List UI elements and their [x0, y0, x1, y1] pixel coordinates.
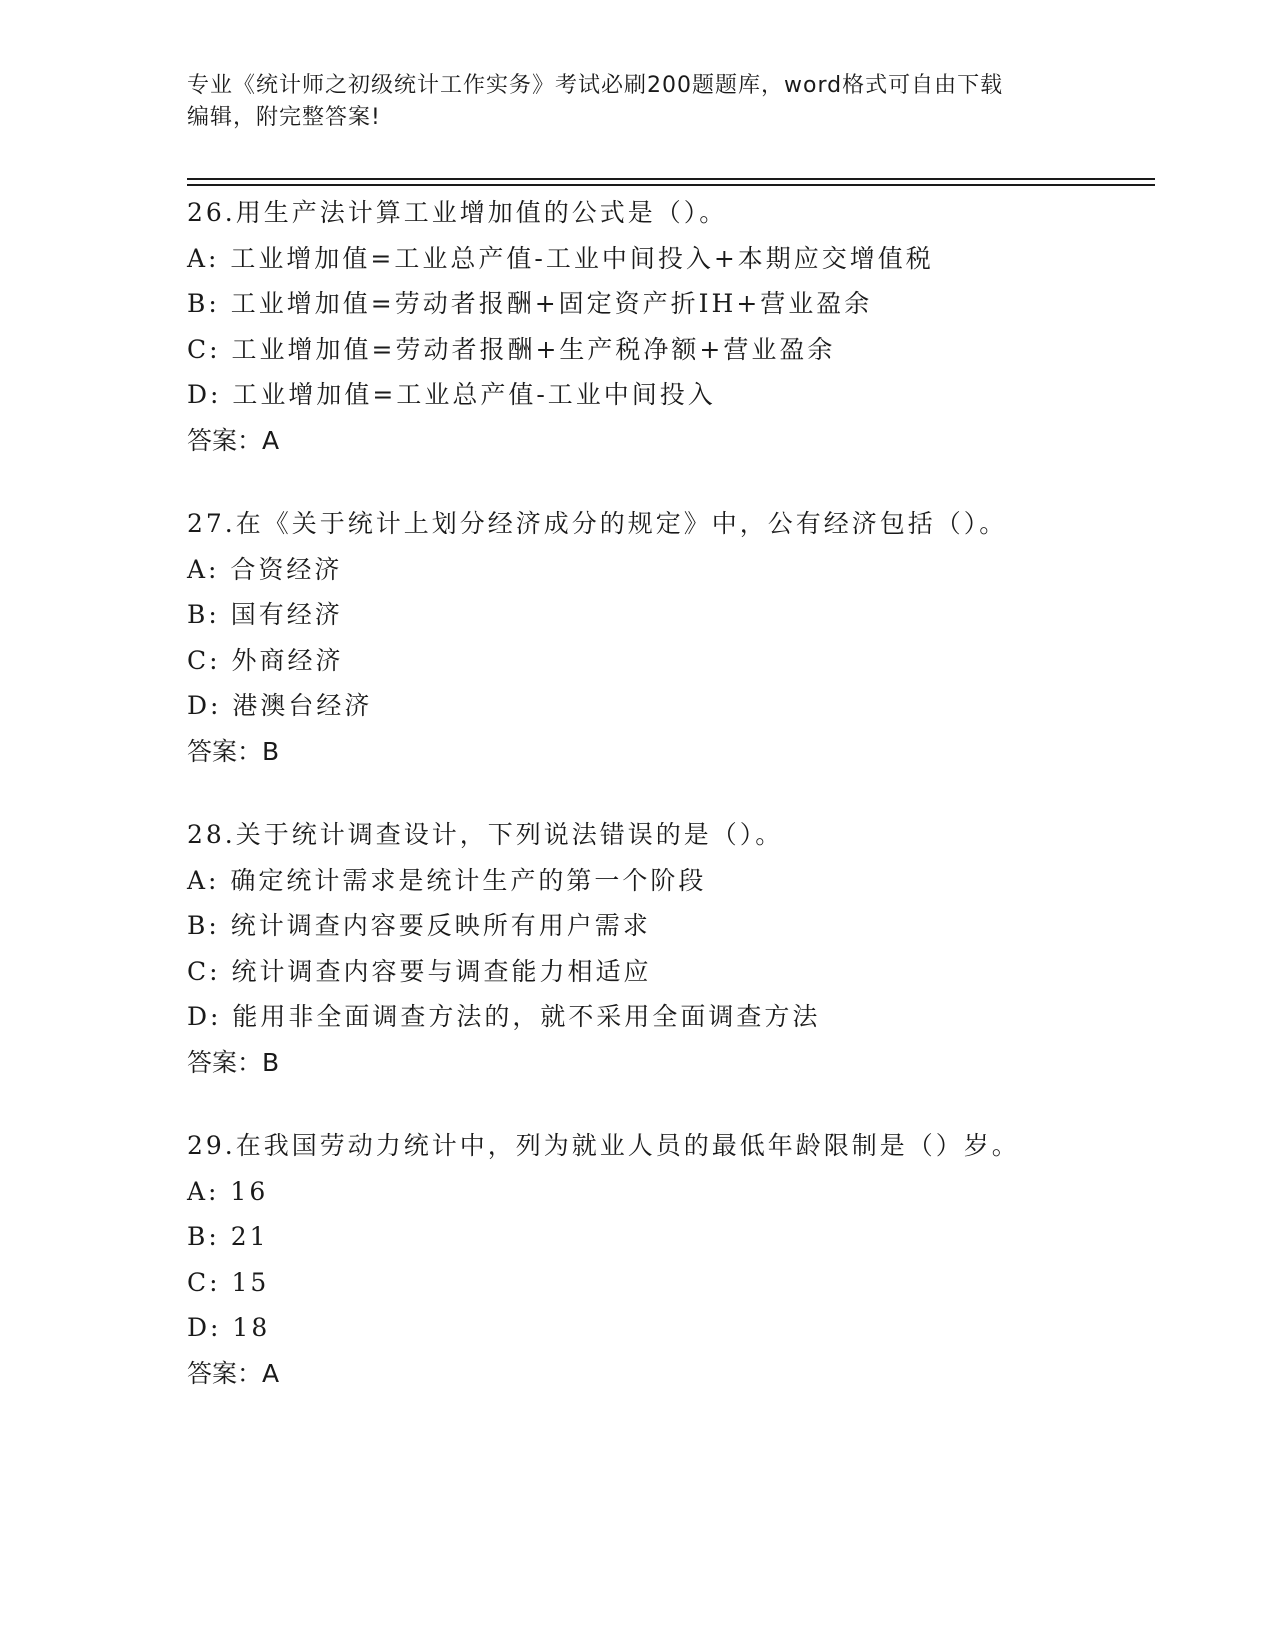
question-list — [187, 190, 1155, 1434]
header-title-line-2: 编辑，附完整答案! — [187, 105, 381, 130]
question-stem: 27.在《关于统计上划分经济成分的规定》中，公有经济包括（）。 — [187, 509, 1008, 538]
option-b: B: 国有经济 — [187, 600, 343, 629]
option-a: A: 合资经济 — [187, 554, 343, 584]
answer-label: 答案：B — [187, 736, 280, 766]
option-c: C: 外商经济 — [187, 645, 344, 675]
option-c: C: 工业增加值=劳动者报酬+生产税净额+营业盈余 — [187, 334, 836, 364]
option-b: B: 统计调查内容要反映所有用户需求 — [187, 911, 651, 940]
question-stem: 29.在我国劳动力统计中，列为就业人员的最低年龄限制是（）岁。 — [187, 1131, 1020, 1160]
question-26 — [187, 190, 1155, 463]
option-a: A: 工业增加值=工业总产值-工业中间投入+本期应交增值税 — [187, 243, 934, 273]
question-stem: 26.用生产法计算工业增加值的公式是（）。 — [187, 198, 728, 227]
header-divider-top — [187, 178, 1155, 180]
option-c: C: 15 — [187, 1267, 270, 1297]
header-title-line-1: 专业《统计师之初级统计工作实务》考试必刷200题题库，word格式可自由下载 — [187, 73, 1004, 98]
answer-label: 答案：B — [187, 1047, 280, 1077]
question-27 — [187, 501, 1155, 774]
option-d: D: 港澳台经济 — [187, 691, 373, 720]
answer-label: 答案：A — [187, 1358, 280, 1388]
header-divider-bottom — [187, 184, 1155, 186]
option-b: B: 21 — [187, 1222, 269, 1251]
document-header — [187, 70, 1087, 134]
option-c: C: 统计调查内容要与调查能力相适应 — [187, 956, 652, 986]
answer-label: 答案：A — [187, 425, 280, 455]
question-28 — [187, 812, 1155, 1085]
question-stem: 28.关于统计调查设计，下列说法错误的是（）。 — [187, 820, 784, 849]
option-a: A: 确定统计需求是统计生产的第一个阶段 — [187, 865, 707, 895]
question-29 — [187, 1123, 1155, 1396]
option-b: B: 工业增加值=劳动者报酬+固定资产折IH+营业盈余 — [187, 289, 873, 318]
option-d: D: 工业增加值=工业总产值-工业中间投入 — [187, 380, 716, 409]
option-d: D: 能用非全面调查方法的，就不采用全面调查方法 — [187, 1002, 821, 1031]
option-d: D: 18 — [187, 1313, 271, 1342]
option-a: A: 16 — [187, 1176, 269, 1206]
